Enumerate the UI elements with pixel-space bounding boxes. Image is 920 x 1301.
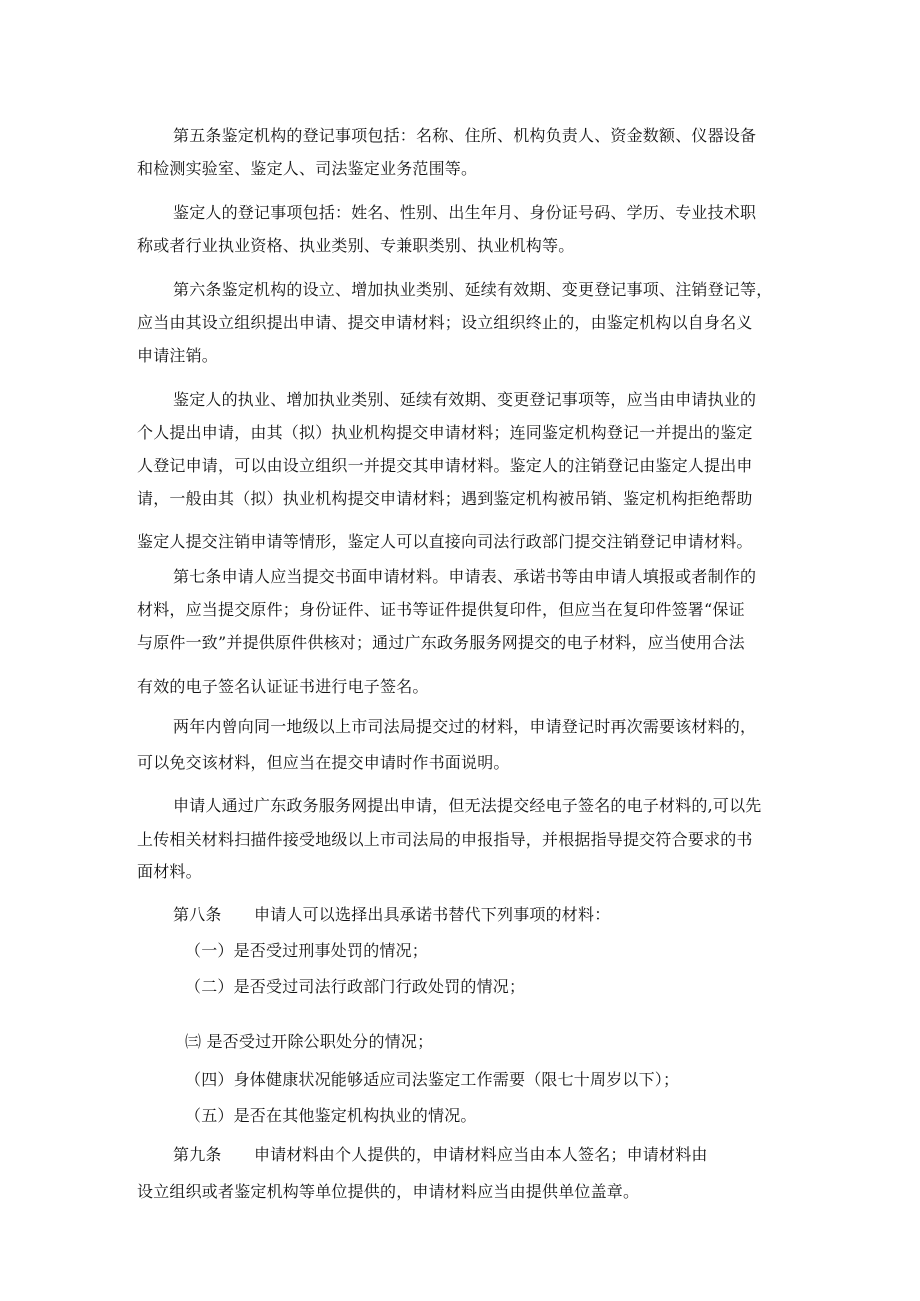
text-line: 两年内曾向同一地级以上市司法局提交过的材料，申请登记时再次需要该材料的， [173, 717, 757, 736]
text-line: （二）是否受过司法行政部门行政处罚的情况； [185, 977, 526, 996]
text-line: ㈢ 是否受过开除公职处分的情况； [185, 1032, 434, 1051]
text-line: 面材料。 [137, 862, 202, 881]
text-line: 鉴定人的执业、增加执业类别、延续有效期、变更登记事项等，应当由申请执业的 [173, 390, 757, 409]
text-line: 申请人通过广东政务服务网提出申请，但无法提交经电子签名的电子材料的,可以先 [173, 796, 762, 815]
text-line: 第五条鉴定机构的登记事项包括：名称、住所、机构负责人、资金数额、仪器设备 [173, 126, 757, 145]
text-line: 申请注销。 [137, 346, 219, 365]
text-line: 应当由其设立组织提出申请、提交申请材料；设立组织终止的，由鉴定机构以自身名义 [137, 313, 753, 332]
text-line: 第七条申请人应当提交书面申请材料。申请表、承诺书等由申请人填报或者制作的 [173, 567, 757, 586]
text-line: 与原件一致”并提供原件供核对；通过广东政务服务网提交的电子材料，应当使用合法 [137, 633, 745, 652]
text-line: 鉴定人的登记事项包括：姓名、性别、出生年月、身份证号码、学历、专业技术职 [173, 203, 757, 222]
text-line: 材料，应当提交原件；身份证件、证书等证件提供复印件，但应当在复印件签署“保证 [137, 600, 745, 619]
text-line: 称或者行业执业资格、执业类别、专兼职类别、执业机构等。 [137, 236, 575, 255]
text-line: 鉴定人提交注销申请等情形，鉴定人可以直接向司法行政部门提交注销登记申请材料。 [137, 532, 753, 551]
text-line: 人登记申请，可以由设立组织一并提交其申请材料。鉴定人的注销登记由鉴定人提出申 [137, 456, 753, 475]
text-line: 第九条 申请材料由个人提供的，申请材料应当由本人签名；申请材料由 [173, 1145, 708, 1164]
text-line: 第六条鉴定机构的设立、增加执业类别、延续有效期、变更登记事项、注销登记等， [173, 280, 773, 299]
text-line: 有效的电子签名认证证书进行电子签名。 [137, 677, 429, 696]
text-line: （一）是否受过刑事处罚的情况； [185, 941, 429, 960]
text-line: 上传相关材料扫描件接受地级以上市司法局的申报指导，并根据指导提交符合要求的书 [137, 830, 753, 849]
text-line: 第八条 申请人可以选择出具承诺书替代下列事项的材料： [173, 905, 611, 924]
text-line: 请，一般由其（拟）执业机构提交申请材料；遇到鉴定机构被吊销、鉴定机构拒绝帮助 [137, 489, 753, 508]
text-line: （四）身体健康状况能够适应司法鉴定工作需要（限七十周岁以下）； [185, 1070, 680, 1089]
text-line: 可以免交该材料，但应当在提交申请时作书面说明。 [137, 753, 510, 772]
text-line: （五）是否在其他鉴定机构执业的情况。 [185, 1106, 477, 1125]
text-line: 个人提出申请，由其（拟）执业机构提交申请材料；连同鉴定机构登记一并提出的鉴定 [137, 423, 753, 442]
text-line: 设立组织或者鉴定机构等单位提供的，申请材料应当由提供单位盖章。 [137, 1182, 640, 1201]
text-line: 和检测实验室、鉴定人、司法鉴定业务范围等。 [137, 159, 478, 178]
